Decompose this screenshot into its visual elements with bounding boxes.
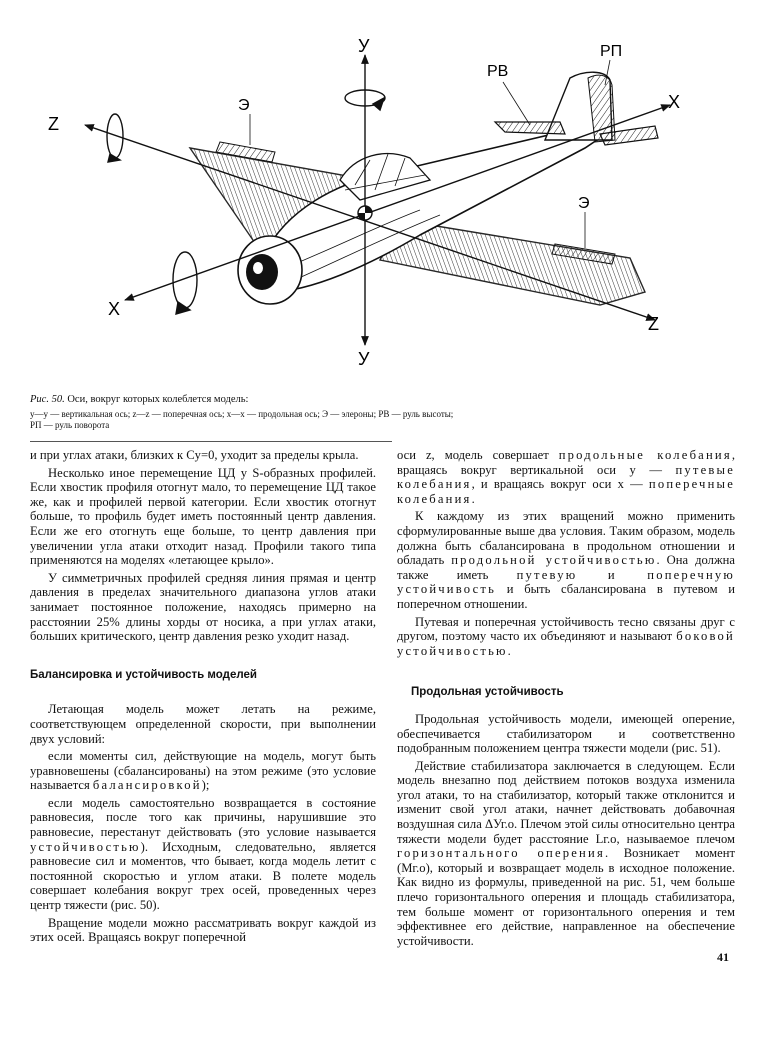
left-paragraph-6: если модель самостоятельно возвращается в состояние равновесия, после того как причины, нарушившие это равновесие, перестанут действовать (это условие называется устойчивостью). Исходным, следовательно, является равновесие сил и моментов, что бывает, когда модель летит с постоянной скоростью и углом атаки. В полете модель совершает колебания вокруг трех осей, проведенных через центр тяжести (рис. 50). bbox=[30, 795, 376, 913]
right-paragraph-3: Путевая и поперечная устойчивость тесно связаны друг с другом, поэтому часто их объединяют и называют боковой устойчивостью. bbox=[397, 614, 735, 658]
airplane-axes-figure bbox=[40, 30, 720, 385]
caption-legend-line2: РП — руль поворота bbox=[30, 420, 110, 430]
left-column bbox=[30, 448, 376, 948]
left-paragraph-3: У симметричных профилей средняя линия прямая и центр давления в пределах значительного диапазона углов атаки занимает постоянное положение, находясь примерно на расстоянии 25% длины хорды от носика, а при углах атаки, больших критического, центр давления резко уходит назад. bbox=[30, 570, 376, 644]
section-heading-longitudinal: Продольная устойчивость bbox=[411, 686, 564, 699]
label-z-right: Z bbox=[648, 314, 659, 334]
label-aileron-right: Э bbox=[578, 195, 590, 212]
x-rotation-arrow-icon bbox=[173, 252, 197, 314]
left-paragraph-1: и при углах атаки, близких к Cу=0, уходит за пределы крыла. bbox=[30, 448, 359, 462]
right-paragraph-5: Действие стабилизатора заключается в следующем. Если модель внезапно под действием потоков воздуха изменила угол атаки, то на стабилизатор, который также отклонится и изменит свой угол атаки, начнет действовать добавочная воздушная сила ΔУг.о. Плечом этой силы относительно центра тяжести модели будет расстояние Lг.о, называемое плечом горизонтального оперения. Возникает момент (Mг.о), который и возвращает модель в исходное положение. Как видно из формулы, приведенной на рис. 51, чем больше плечо горизонтального оперения и площадь стабилизатора, тем больше момент от горизонтального оперения и тем эффективнее его действие, направленное на обеспечение устойчивости. bbox=[397, 758, 735, 948]
label-x-right: X bbox=[668, 92, 681, 112]
left-paragraph-7: Вращение модели можно рассматривать вокруг каждой из этих осей. Вращаясь вокруг поперечной bbox=[30, 915, 376, 945]
z-rotation-arrow-icon bbox=[107, 114, 123, 162]
figure-caption bbox=[30, 393, 750, 431]
label-z-left: Z bbox=[48, 114, 59, 134]
label-aileron-left: Э bbox=[238, 97, 250, 114]
caption-legend-line1: у—у — вертикальная ось; z—z — поперечная ось; x—x — продольная ось; Э — элероны; РВ — руль высоты; bbox=[30, 409, 454, 419]
label-y-bottom: У bbox=[358, 349, 370, 369]
right-column bbox=[397, 448, 735, 951]
label-elevator: РВ bbox=[487, 63, 509, 80]
stabilizer-left bbox=[495, 122, 565, 134]
left-paragraph-2: Несколько иное перемещение ЦД у S-образных профилей. Если хвостик профиля отогнут мало, то перемещение ЦД такое же, как и профилей первой категории. Если хвостик отогнут больше, то профиль будет иметь постоянный центр давления. Если же его отогнуть еще больше, то центр давления при увеличении угла атаки отходит назад. Профили такого типа применяются на моделях «летающее крыло». bbox=[30, 465, 376, 568]
left-paragraph-4: Летающая модель может летать на режиме, соответствующем определенной скорости, при выполнении двух условий: bbox=[30, 702, 376, 746]
label-rudder: РП bbox=[600, 43, 623, 60]
label-x-left: X bbox=[108, 299, 121, 319]
right-paragraph-1: оси z, модель совершает продольные колебания, вращаясь вокруг вертикальной оси у — путевые колебания, и вращаясь вокруг оси x — поперечные колебания. bbox=[397, 448, 735, 506]
page-number: 41 bbox=[717, 950, 729, 964]
center-of-gravity-icon bbox=[358, 206, 372, 220]
caption-number: Рис. 50. bbox=[30, 394, 65, 405]
caption-title: Оси, вокруг которых колеблется модель: bbox=[64, 394, 249, 405]
section-heading-balance: Балансировка и устойчивость моделей bbox=[30, 668, 257, 681]
left-paragraph-5: если моменты сил, действующие на модель, могут быть уравновешены (сбалансированы) на этом режиме (это условие называется балансировкой); bbox=[30, 749, 376, 793]
right-paragraph-4: Продольная устойчивость модели, имеющей оперение, обеспечивается стабилизатором и соответственно подобранным положением центра тяжести модели (рис. 51). bbox=[397, 711, 735, 756]
label-y-top: У bbox=[358, 36, 370, 56]
right-paragraph-2: К каждому из этих вращений можно применить сформулированные выше два условия. Таким образом, модель должна быть сбалансирована в продольном отношении и обладать продольной устойчивостью. Она должна также иметь путевую и поперечную устойчивость и быть сбалансирована в путевом и поперечном отношении. bbox=[397, 509, 735, 611]
caption-rule bbox=[30, 441, 392, 442]
